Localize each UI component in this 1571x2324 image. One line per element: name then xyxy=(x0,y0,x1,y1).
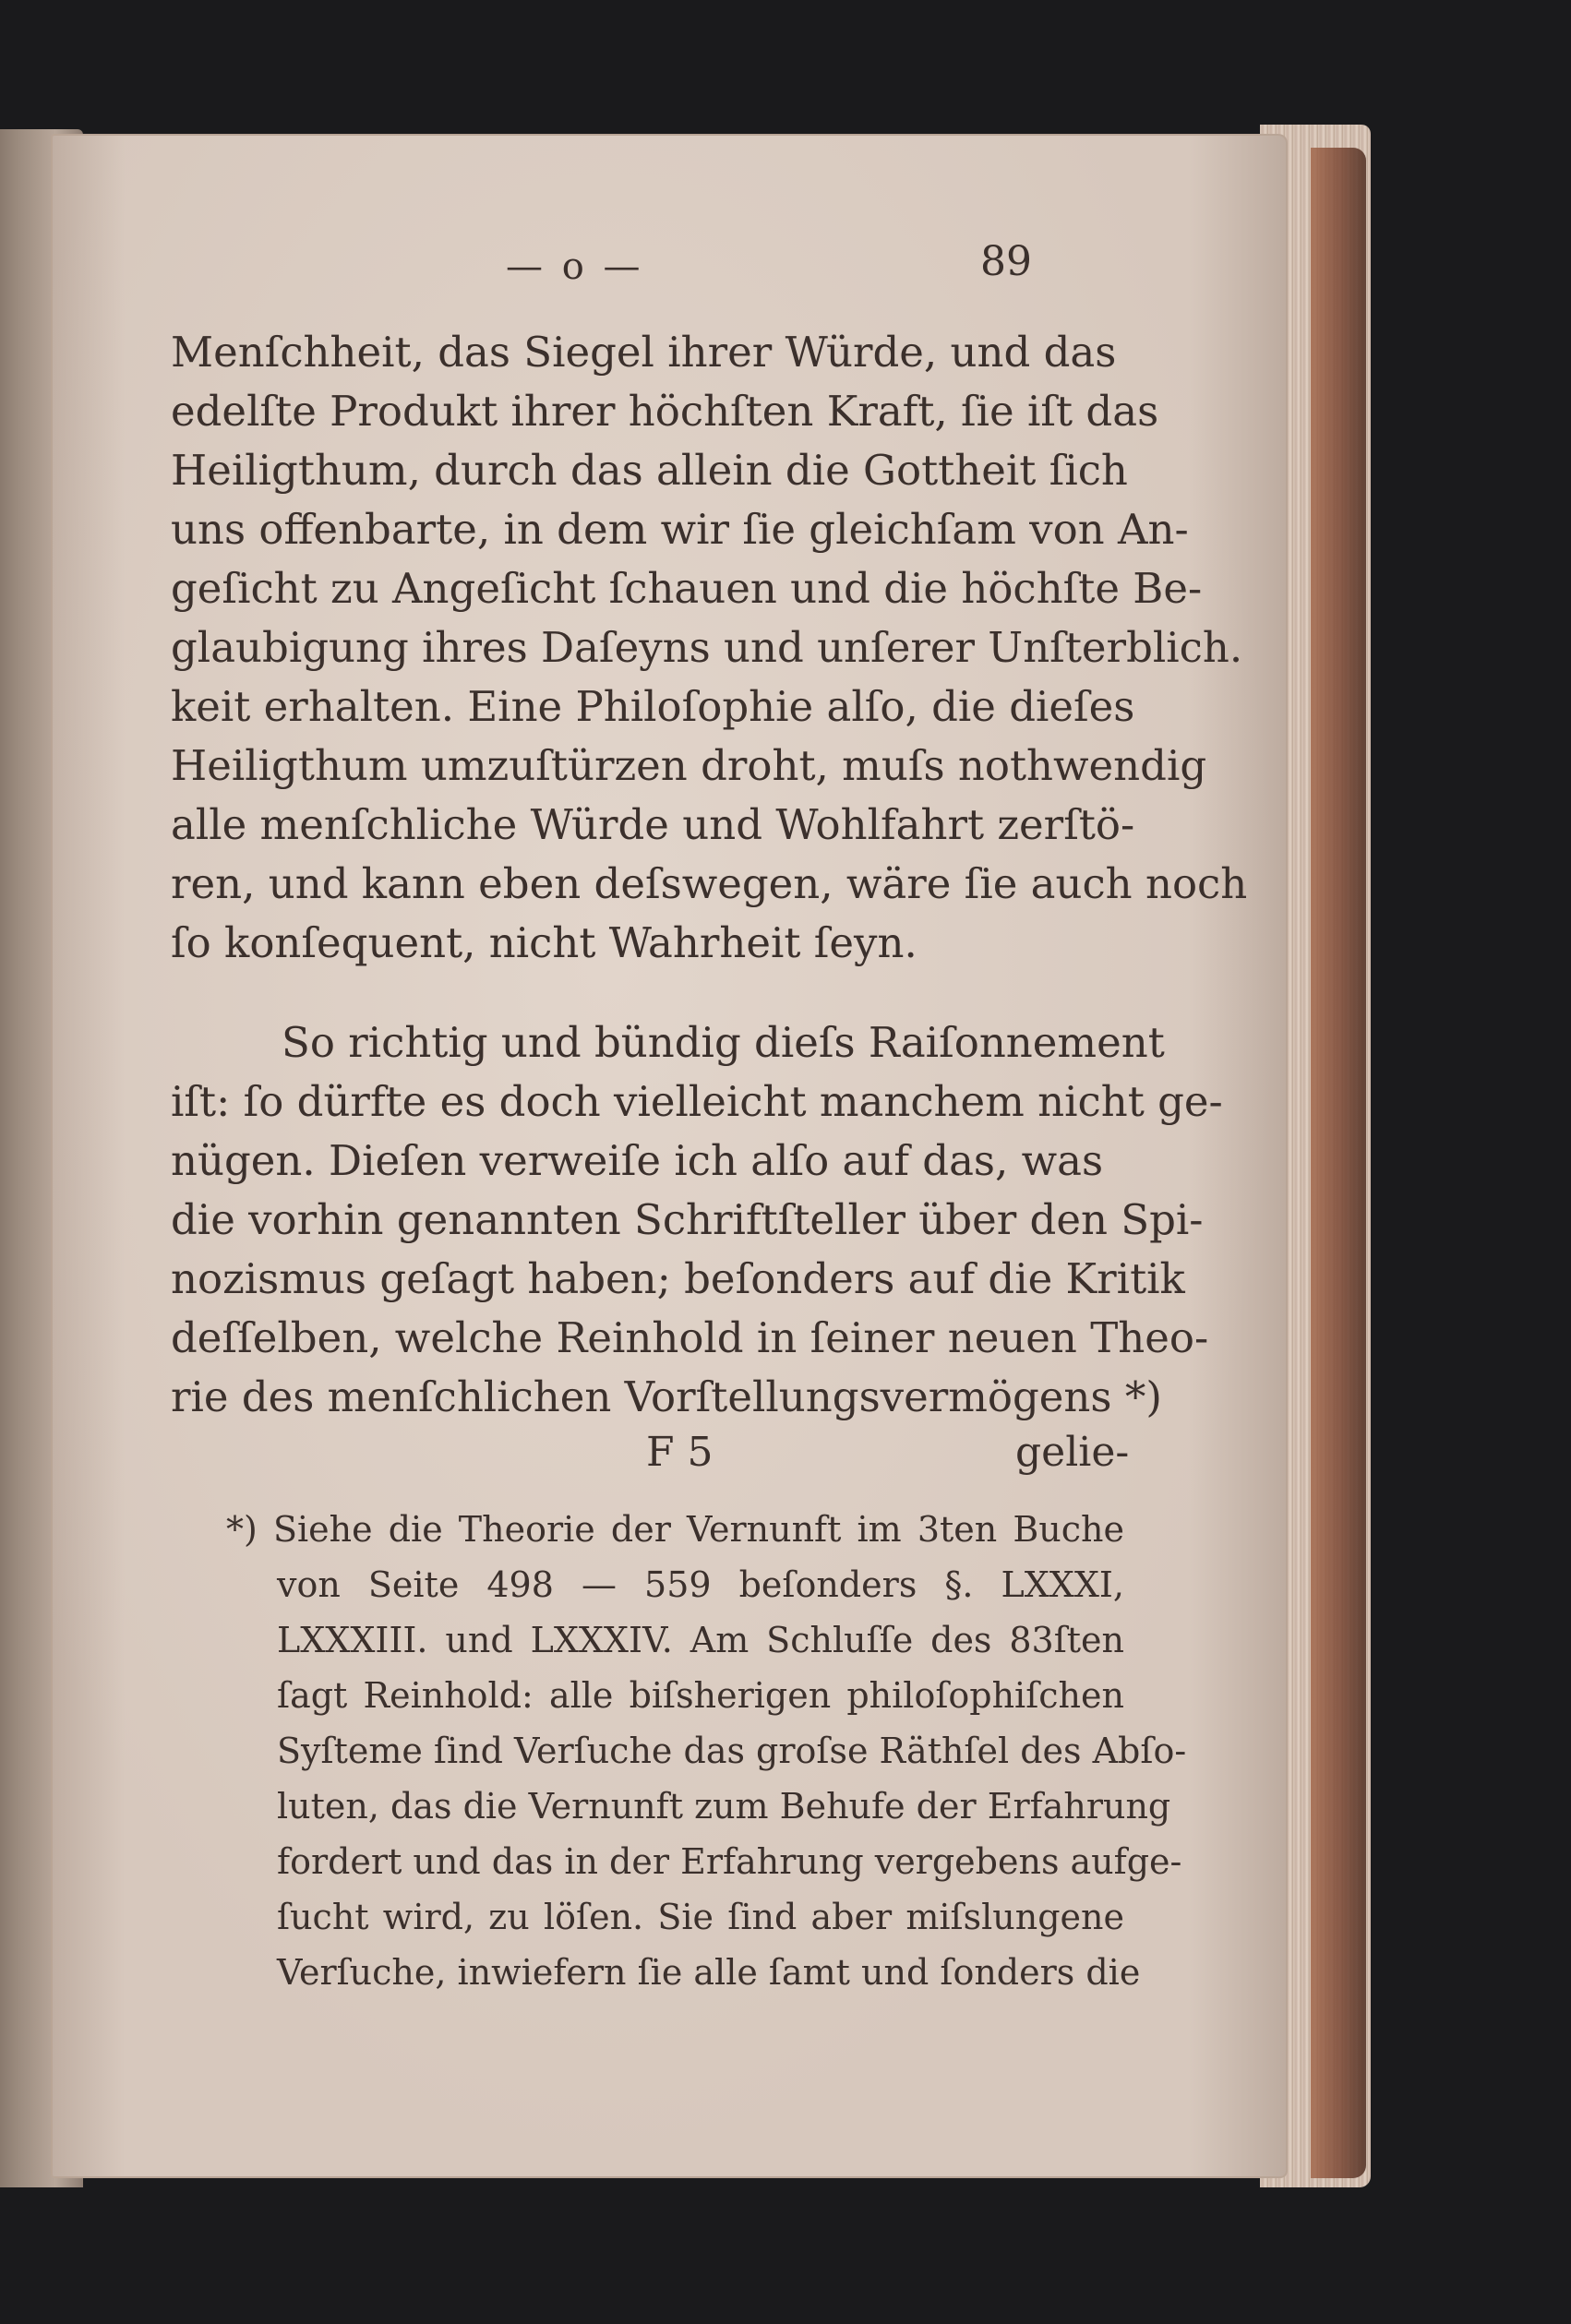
body-line: ſo konſequent, nicht Wahrheit ſeyn. xyxy=(171,918,917,967)
scan-background-bottom xyxy=(0,2187,1571,2324)
body-line: rie des menſchlichen Vorſtellungsvermögens *) xyxy=(171,1372,1162,1421)
body-line: iſt: ſo dürfte es doch vielleicht manchem nicht ge- xyxy=(171,1077,1223,1126)
footnote-line: ſagt Reinhold: alle biſsherigen philoſophiſchen xyxy=(277,1675,1124,1716)
book-cover-edge xyxy=(1311,148,1366,2178)
body-line: uns offenbarte, in dem wir ſie gleichſam von An- xyxy=(171,505,1189,554)
body-line: deſſelben, welche Reinhold in ſeiner neuen Theo- xyxy=(171,1313,1209,1362)
footnote-line: Syſteme ſind Verſuche das groſse Räthſel des Abſo- xyxy=(277,1731,1187,1771)
running-head-ornament: — o — xyxy=(506,246,644,288)
body-line: Heiligthum umzuſtürzen droht, muſs nothwendig xyxy=(171,741,1207,790)
body-line: nügen. Dieſen verweiſe ich alſo auf das, was xyxy=(171,1136,1104,1185)
body-line: glaubigung ihres Daſeyns und unſerer Unſterblich. xyxy=(171,623,1243,672)
body-line: alle menſchliche Würde und Wohlfahrt zerſtö- xyxy=(171,800,1135,849)
signature-mark: F 5 xyxy=(646,1429,714,1476)
body-line: Menſchheit, das Siegel ihrer Würde, und das xyxy=(171,328,1117,377)
footnote-line: LXXXIII. und LXXXIV. Am Schluſſe des 83ſten xyxy=(277,1620,1124,1660)
body-line: ren, und kann eben deſswegen, wäre ſie auch noch xyxy=(171,859,1248,908)
body-line: keit erhalten. Eine Philoſophie alſo, die dieſes xyxy=(171,682,1135,731)
footnote-line: von Seite 498 — 559 beſonders §. LXXXI, xyxy=(277,1564,1124,1605)
body-line: So richtig und bündig dieſs Raiſonnement xyxy=(282,1018,1165,1067)
footnote-line: Verſuche, inwiefern ſie alle ſamt und ſonders die xyxy=(277,1952,1141,1993)
body-line: die vorhin genannten Schriftſteller über den Spi- xyxy=(171,1195,1204,1244)
footnote-line: fordert und das in der Erfahrung vergebens aufge- xyxy=(277,1841,1182,1882)
footnote-line: luten, das die Vernunft zum Behufe der Erfahrung xyxy=(277,1786,1171,1827)
body-line: geſicht zu Angeſicht ſchauen und die höchſte Be- xyxy=(171,564,1203,613)
page-number: 89 xyxy=(980,238,1032,285)
body-line: nozismus geſagt haben; beſonders auf die Kritik xyxy=(171,1254,1185,1303)
body-line: Heiligthum, durch das allein die Gottheit ſich xyxy=(171,446,1128,495)
footnote-line: *) Siehe die Theorie der Vernunft im 3ten Buche xyxy=(226,1509,1124,1550)
body-line: edelſte Produkt ihrer höchſten Kraft, ſie iſt das xyxy=(171,387,1159,436)
footnote-line: ſucht wird, zu löſen. Sie ſind aber miſslungene xyxy=(277,1897,1124,1937)
catchword: gelie- xyxy=(1015,1429,1130,1476)
